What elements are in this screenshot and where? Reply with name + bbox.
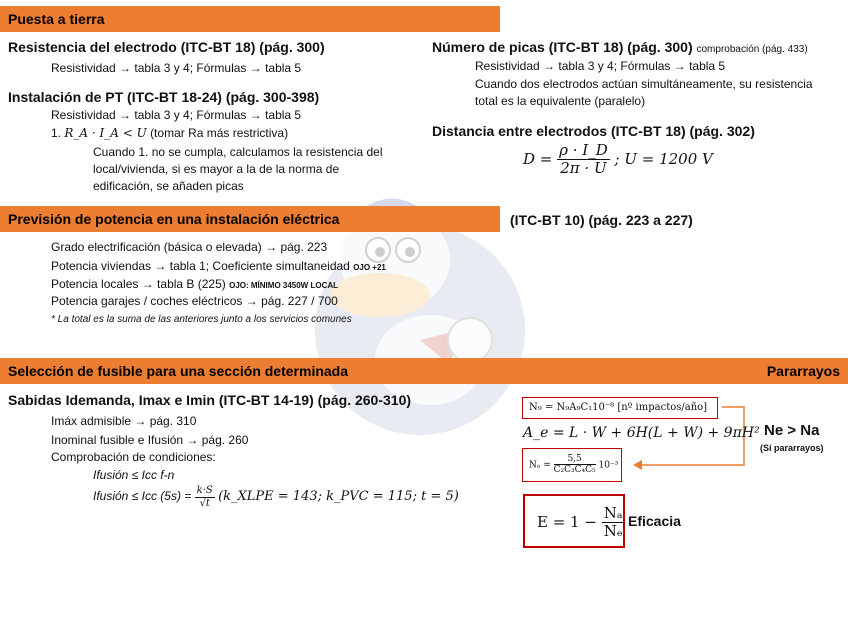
ifusion-numerator: k·S [196, 485, 213, 496]
condition-text-1: Cuando 1. no se cumpla, calculamos la resistencia del [93, 145, 383, 159]
na-numerator: 5,5 [554, 454, 596, 465]
ng-formula: N₉ = N₉A₉C₁10⁻⁸ [nº impactos/año] [529, 402, 708, 413]
heading-numero-picas [432, 39, 808, 55]
condition-note: (tomar Ra más restrictiva) [150, 126, 289, 140]
picas-text-1: Cuando dos electrodos actúan simultáneamente, su resistencia [475, 77, 813, 91]
na-formula-box [522, 448, 622, 482]
resistividad-line-2: Resistividad → tabla 3 y 4; Fórmulas → tabla 5 [51, 108, 302, 122]
na-denominator: C₂C₃C₄C₅ [553, 465, 596, 476]
heading-resistencia-electrodo: Resistencia del electrodo (ITC-BT 18) (pág. 300) [8, 39, 325, 55]
fusible-line-3: Comprobación de condiciones: [51, 450, 216, 464]
na-rest: 10⁻³ [598, 460, 619, 471]
efficacy-label: Eficacia [628, 513, 681, 529]
potencia-locales: Potencia locales → tabla B (225) [51, 277, 226, 291]
efficacy-lhs: E = 1 − [537, 512, 597, 531]
picas-comprobacion: comprobación (pág. 433) [696, 44, 808, 55]
pararrayos-title: Pararrayos [766, 363, 840, 379]
si-pararrayos-note: (Sí pararrayos) [760, 443, 824, 453]
na-formula [523, 449, 621, 476]
distance-numerator: ρ · I_D [559, 141, 608, 159]
condition-formula: R_A · I_A < U [64, 126, 147, 140]
efficacy-denominator: Nₑ [603, 522, 623, 541]
efficacy-formula [525, 496, 623, 541]
section-bar-seleccion-fusible [0, 358, 848, 384]
fusible-line-2: Inominal fusible e Ifusión → pág. 260 [51, 433, 249, 447]
ojo-note-2: OJO: MÍNIMO 3450W LOCAL [229, 281, 339, 290]
condition-text-3: edificación, se añaden picas [93, 179, 244, 193]
potencia-footnote: * La total es la suma de las anteriores junto a los servicios comunes [51, 314, 352, 325]
potencia-line-2 [51, 258, 386, 276]
section-bar-prevision-potencia [0, 206, 500, 232]
ifusion-constants: (k_XLPE = 143; k_PVC = 115; t = 5) [218, 489, 459, 505]
resistividad-line-3: Resistividad → tabla 3 y 4; Fórmulas → tabla 5 [475, 59, 726, 73]
resistividad-line-1: Resistividad → tabla 3 y 4; Fórmulas → tabla 5 [51, 61, 302, 75]
potencia-viviendas: Potencia viviendas → tabla 1; Coeficiente simultaneidad [51, 259, 350, 273]
section-bar-puesta-a-tierra [0, 6, 500, 32]
efficacy-formula-box [523, 494, 625, 548]
picas-title: Número de picas (ITC-BT 18) (pág. 300) [432, 39, 693, 55]
heading-instalacion-pt: Instalación de PT (ITC-BT 18-24) (pág. 300-398) [8, 89, 320, 105]
ng-formula-box [522, 397, 718, 419]
picas-text-2: total es la equivalente (paralelo) [475, 94, 646, 108]
na-fraction [554, 454, 596, 476]
section-title: Previsión de potencia en una instalación eléctrica [8, 211, 340, 227]
efficacy-numerator: Nₐ [603, 504, 623, 522]
ae-formula: A_e = L · W + 6H(L + W) + 9πH² [523, 425, 760, 441]
distance-rest: ; U = 1200 V [614, 149, 713, 168]
condition-number: 1. [51, 126, 62, 140]
potencia-line-1: Grado electrificación (básica o elevada) → pág. 223 [51, 240, 328, 254]
ifusion-label: Ifusión ≤ Icc (5s) = [93, 489, 192, 504]
potencia-line-3 [51, 276, 338, 294]
section-title: Selección de fusible para una sección determinada [8, 363, 349, 379]
ifusion-denominator: √t [199, 497, 210, 509]
distance-denominator: 2π · U [560, 159, 607, 178]
ne-na-comparison: Ne > Na [764, 422, 820, 439]
condition-ifusion-2 [93, 485, 459, 509]
efficacy-fraction [602, 505, 625, 541]
fusible-line-1: Imáx admisible → pág. 310 [51, 414, 197, 428]
itc-bt-10-ref: (ITC-BT 10) (pág. 223 a 227) [510, 212, 693, 228]
condition-text-2: local/vivienda, si es mayor a la de la norma de [93, 162, 340, 176]
ojo-note-1: OJO +21 [353, 263, 386, 272]
distance-fraction [557, 142, 610, 178]
condition-ifusion-1: Ifusión ≤ Icc f-n [93, 468, 175, 482]
na-lhs: Nₐ = [529, 460, 551, 471]
potencia-line-4: Potencia garajes / coches eléctricos → pág. 227 / 700 [51, 294, 338, 308]
distance-formula [523, 142, 713, 178]
distance-lhs: D = [523, 149, 553, 168]
heading-distancia-electrodos: Distancia entre electrodos (ITC-BT 18) (pág. 302) [432, 123, 755, 139]
heading-sabidas-idemanda: Sabidas Idemanda, Imax e Imin (ITC-BT 14-19) (pág. 260-310) [8, 392, 412, 408]
section-title: Puesta a tierra [8, 11, 105, 27]
ifusion-fraction [195, 485, 215, 509]
condition-row [51, 125, 288, 142]
